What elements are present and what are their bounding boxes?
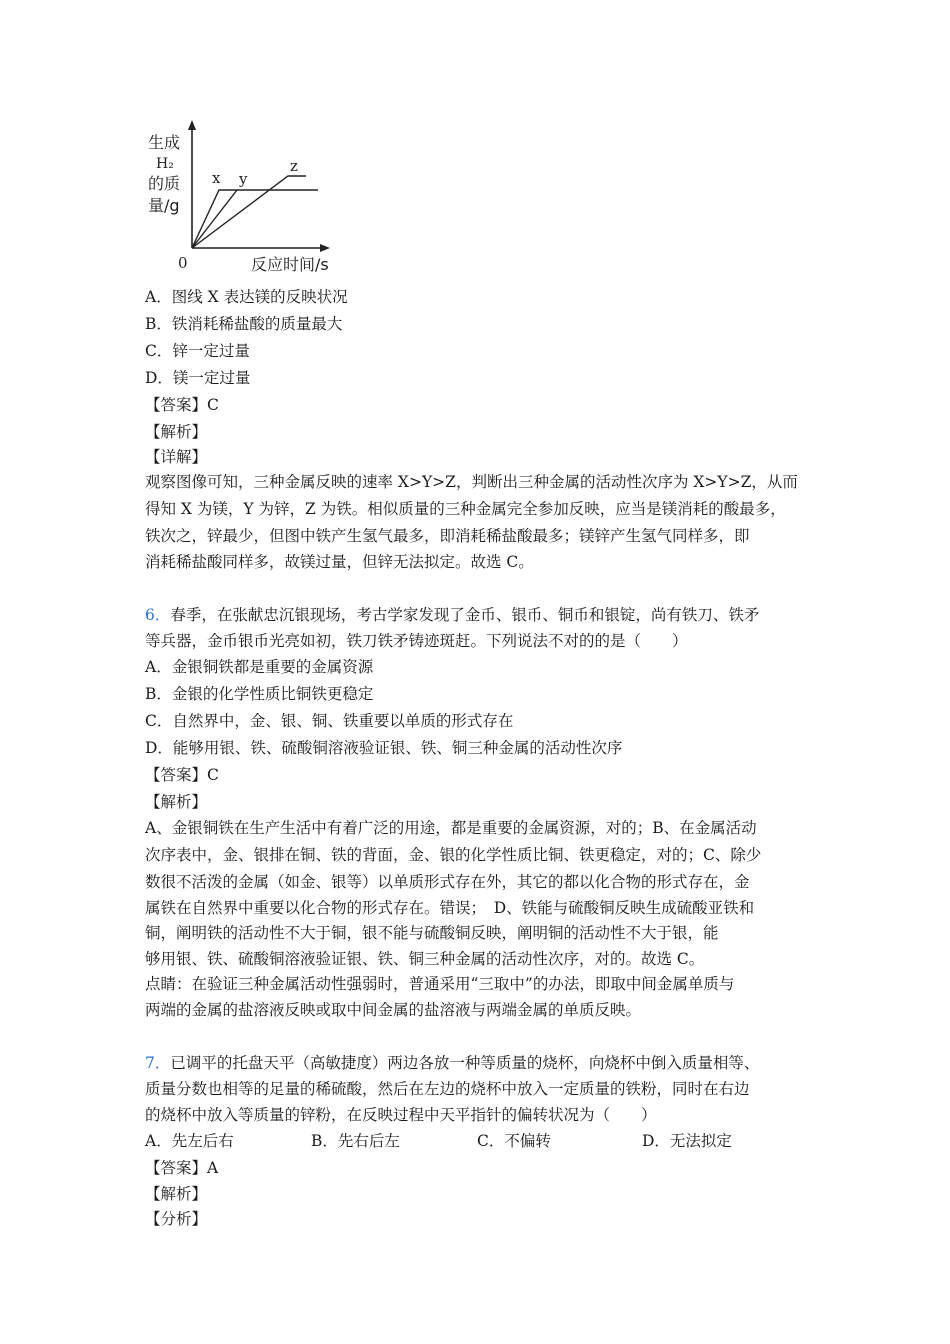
- y-label-line-2: H₂: [156, 156, 174, 172]
- q7-number: 7．: [145, 1054, 171, 1072]
- q6-option-a: A．金银铜铁都是重要的金属资源: [145, 658, 374, 676]
- q6-analysis-label: 【解析】: [145, 793, 208, 811]
- h2-mass-graph: [140, 118, 340, 276]
- q5-detail-line-4: 消耗稀盐酸同样多，故镁过量，但锌无法拟定。故选 C。: [145, 553, 534, 571]
- q6-option-b: B．金银的化学性质比铜铁更稳定: [145, 685, 374, 703]
- q6-analysis-line-1: A、金银铜铁在生产生活中有着广泛的用途，都是重要的金属资源，对的；B、在金属活动: [145, 819, 757, 837]
- x-axis-label: 反应时间/s: [251, 255, 329, 274]
- q7-stem-line-3: 的烧杯中放入等质量的锌粉，在反映过程中天平指针的偏转状况为（ ）: [145, 1106, 657, 1124]
- q7-option-b: B．先右后左: [311, 1132, 400, 1150]
- q6-analysis-line-6: 够用银、铁、硫酸铜溶液验证银、铁、铜三种金属的活动性次序，对的。故选 C。: [145, 950, 705, 968]
- y-axis-arrow: [188, 120, 196, 130]
- q7-options-row: [145, 1130, 732, 1152]
- q5-detail-label: 【详解】: [145, 448, 208, 466]
- q7-option-c: C．不偏转: [477, 1132, 551, 1150]
- q5-option-d: D．镁一定过量: [145, 369, 251, 387]
- q6-option-c: C．自然界中，金、银、铜、铁重要以单质的形式存在: [145, 712, 514, 730]
- q7-option-d: D．无法拟定: [642, 1132, 732, 1150]
- q6-analysis-line-5: 铜，阐明铁的活动性不大于铜，银不能与硫酸铜反映，阐明铜的活动性不大于银，能: [145, 924, 719, 942]
- y-label-line-4: 量/g: [148, 196, 180, 215]
- q6-stem-line-1: [145, 604, 759, 626]
- q5-detail-line-3: 铁次之，锌最少，但图中铁产生氢气最多，即消耗稀盐酸最多；镁锌产生氢气同样多，即: [145, 527, 750, 545]
- q6-answer: 【答案】C: [145, 766, 219, 784]
- q6-stem-line-2: 等兵器，金币银币光亮如初，铁刀铁矛铸迹斑赶。下列说法不对的的是（ ）: [145, 632, 688, 650]
- q5-option-b: B．铁消耗稀盐酸的质量最大: [145, 315, 343, 333]
- q6-stem-text: 春季，在张献忠沉银现场，考古学家发现了金币、银币、铜币和银锭，尚有铁刀、铁矛: [170, 606, 760, 624]
- q5-detail-line-1: 观察图像可知，三种金属反映的速率 X>Y>Z，判断出三种金属的活动性次序为 X>Y>Z，从而: [145, 473, 798, 491]
- q7-answer: 【答案】A: [145, 1159, 219, 1177]
- q6-number: 6．: [145, 606, 171, 624]
- q5-analysis-label: 【解析】: [145, 423, 208, 441]
- q5-answer: 【答案】C: [145, 396, 219, 414]
- curve-label-z: z: [290, 157, 298, 175]
- q7-breakdown-label: 【分析】: [145, 1210, 208, 1228]
- curve-label-y: y: [239, 170, 248, 188]
- q6-analysis-line-3: 数很不活泼的金属（如金、银等）以单质形式存在外，其它的都以化合物的形式存在，金: [145, 873, 750, 891]
- q7-stem-text: 已调平的托盘天平（高敏捷度）两边各放一种等质量的烧杯，向烧杯中倒入质量相等、: [170, 1054, 760, 1072]
- q7-stem-line-2: 质量分数也相等的足量的稀硫酸，然后在左边的烧杯中放入一定质量的铁粉，同时在右边: [145, 1080, 750, 1098]
- q5-detail-line-2: 得知 X 为镁，Y 为锌，Z 为铁。相似质量的三种金属完全参加反映，应当是镁消耗的酸最多，: [145, 500, 786, 518]
- q7-option-a: A．先左后右: [145, 1132, 234, 1150]
- q6-analysis-line-2: 次序表中，金、银排在铜、铁的背面，金、银的化学性质比铜、铁更稳定，对的；C、除少: [145, 846, 762, 864]
- q6-option-d: D．能够用银、铁、硫酸铜溶液验证银、铁、铜三种金属的活动性次序: [145, 739, 623, 757]
- q6-analysis-line-4: 属铁在自然界中重要以化合物的形式存在。错误； D、铁能与硫酸铜反映生成硫酸亚铁和: [145, 899, 755, 917]
- y-label-line-1: 生成: [148, 133, 181, 152]
- q5-option-c: C．锌一定过量: [145, 342, 250, 360]
- origin-label: 0: [178, 254, 188, 272]
- q7-analysis-label: 【解析】: [145, 1185, 208, 1203]
- q6-tip-line-2: 两端的金属的盐溶液反映或取中间金属的盐溶液与两端金属的单质反映。: [145, 1001, 642, 1019]
- y-label-line-3: 的质: [148, 174, 181, 193]
- q5-option-a: A．图线 X 表达镁的反映状况: [145, 288, 348, 306]
- q6-tip-line-1: 点睛：在验证三种金属活动性强弱时，普通采用“三取中”的办法，即取中间金属单质与: [145, 975, 735, 993]
- x-axis-arrow: [320, 244, 330, 252]
- curve-label-x: x: [212, 169, 221, 187]
- q7-stem-line-1: [145, 1052, 759, 1074]
- curve-x: [192, 190, 318, 248]
